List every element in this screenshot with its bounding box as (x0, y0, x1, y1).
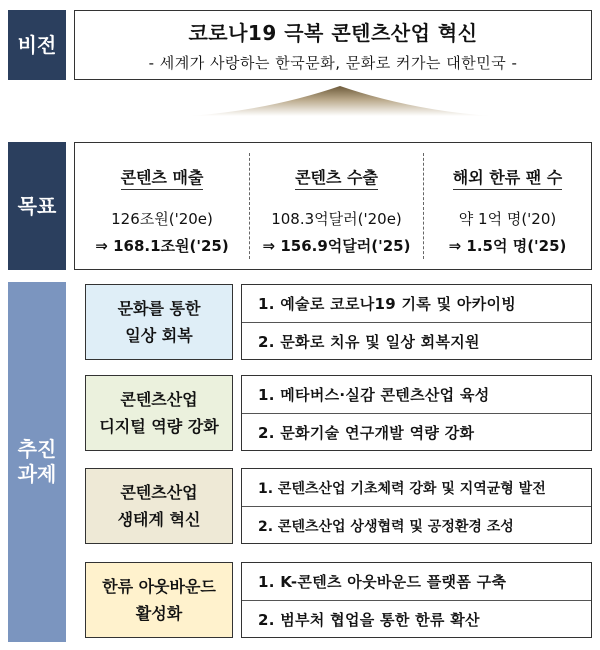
task-item: 1. 메타버스·실감 콘텐츠산업 육성 (258, 386, 490, 404)
goal-target-value: ⇒ 168.1조원('25) (95, 237, 229, 255)
vision-label: 비전 (8, 10, 66, 80)
goal-sales (75, 143, 249, 269)
strategy-name: 콘텐츠산업 생태계 혁신 (117, 482, 201, 529)
goal-exports (250, 143, 423, 269)
task-item: 2. 문화로 치유 및 일상 회복지원 (258, 333, 480, 351)
task-box (241, 284, 592, 360)
tasks-label (8, 282, 66, 642)
upward-arrow-shape (190, 84, 490, 120)
strategy-card (85, 284, 233, 360)
goal-fans (424, 143, 591, 269)
goal-target-value: ⇒ 156.9억달러('25) (262, 237, 411, 255)
vision-title: 코로나19 극복 콘텐츠산업 혁신 (188, 21, 478, 45)
task-item: 1. 콘텐츠산업 기초체력 강화 및 지역균형 발전 (258, 480, 546, 497)
strategy-name: 콘텐츠산업 디지털 역량 강화 (99, 389, 219, 436)
goal-current-value: 108.3억달러('20e) (271, 210, 402, 228)
goal-title: 해외 한류 팬 수 (453, 165, 562, 190)
goal-title: 콘텐츠 수출 (295, 165, 378, 190)
goal-current-value: 약 1억 명('20) (458, 210, 557, 228)
goals-label: 목표 (8, 142, 66, 270)
task-item: 1. K-콘텐츠 아웃바운드 플랫폼 구축 (258, 573, 507, 591)
task-item: 1. 예술로 코로나19 기록 및 아카이빙 (258, 295, 517, 313)
tasks-label-text: 추진 과제 (17, 437, 57, 486)
goal-target-value: ⇒ 1.5억 명('25) (448, 237, 567, 255)
goals-box (74, 142, 592, 270)
strategy-name: 한류 아웃바운드 활성화 (102, 576, 216, 623)
task-box (241, 468, 592, 544)
goal-current-value: 126조원('20e) (111, 210, 213, 228)
vision-box (74, 10, 592, 80)
strategy-name: 문화를 통한 일상 회복 (117, 298, 201, 345)
goal-title: 콘텐츠 매출 (121, 165, 204, 190)
strategy-card (85, 468, 233, 544)
task-box (241, 375, 592, 451)
task-box (241, 562, 592, 638)
task-item: 2. 콘텐츠산업 상생협력 및 공정환경 조성 (258, 518, 514, 535)
vision-subtitle: - 세계가 사랑하는 한국문화, 문화로 커가는 대한민국 - (148, 54, 518, 72)
task-item: 2. 문화기술 연구개발 역량 강화 (258, 424, 475, 442)
task-item: 2. 범부처 협업을 통한 한류 확산 (258, 611, 480, 629)
strategy-card (85, 375, 233, 451)
strategy-card (85, 562, 233, 638)
